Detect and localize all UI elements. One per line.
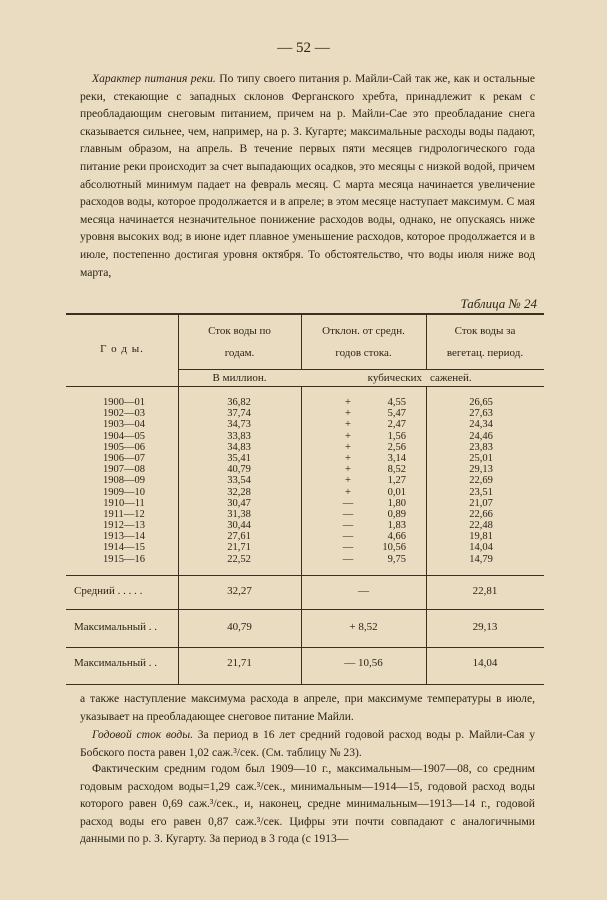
table-row-vegetation: 22,48	[469, 520, 493, 532]
summary-label-min: Максимальный . .	[74, 657, 158, 669]
table-row-vegetation: 24,46	[469, 430, 493, 442]
sign-column	[341, 397, 355, 565]
summary-label-mean: Средний . . . . .	[74, 585, 143, 597]
units-mid: кубических	[367, 372, 422, 384]
table-row-year: 1909—10	[103, 486, 145, 498]
table-row-year: 1902—03	[103, 408, 145, 420]
table-row-sign: +	[345, 464, 351, 476]
table-row-deviation: 10,56	[382, 542, 406, 554]
table-row-deviation: 4,66	[387, 531, 406, 543]
table-row-year: 1903—04	[103, 419, 145, 431]
summary-flow-mean: 32,27	[227, 585, 252, 597]
table-row-sign: —	[342, 520, 354, 532]
table-row-vegetation: 19,81	[469, 531, 493, 543]
summary-flow-min: 21,71	[227, 657, 252, 669]
table-caption: Таблица № 24	[460, 296, 537, 311]
table-row-flow: 31,38	[227, 508, 251, 520]
table-row-sign: +	[345, 475, 351, 487]
intro-heading: Характер питания реки.	[92, 72, 216, 85]
table-row-year: 1905—06	[103, 441, 145, 453]
table-row-deviation: 2,56	[387, 441, 406, 453]
table-row-deviation: 1,80	[387, 497, 406, 509]
table-row-deviation: 3,14	[387, 452, 406, 464]
table-row-vegetation: 14,79	[469, 553, 493, 565]
table-row-year: 1913—14	[103, 531, 145, 543]
table-row-flow: 33,83	[227, 430, 251, 442]
header-flow-line1: Сток воды по	[208, 325, 271, 337]
header-vegetation-line1: Сток воды за	[454, 325, 516, 337]
table-row-vegetation: 23,51	[469, 486, 493, 498]
table-row-deviation: 4,55	[387, 397, 406, 408]
table-row-sign: +	[345, 486, 351, 498]
table-row-vegetation: 26,65	[469, 397, 493, 408]
intro-paragraph	[80, 70, 535, 284]
table-row-sign: +	[345, 419, 351, 431]
summary-vegetation-mean: 22,81	[472, 585, 498, 597]
table-row-sign: —	[342, 553, 354, 565]
header-deviation-line1: Отклон. от средн.	[322, 325, 405, 337]
table-row-deviation: 1,83	[387, 520, 406, 532]
table-row-deviation: 8,52	[387, 464, 406, 476]
header-deviation-line2: годов стока.	[335, 347, 392, 359]
table-row-year: 1906—07	[103, 452, 145, 464]
table-row-vegetation: 25,01	[469, 452, 493, 464]
table-row-vegetation: 29,13	[469, 464, 493, 476]
table-row-flow: 34,83	[227, 441, 251, 453]
table-row-vegetation: 27,63	[469, 408, 493, 420]
table-row-deviation: 1,27	[387, 475, 406, 487]
summary-vegetation-max: 29,13	[472, 621, 498, 633]
table-row-sign: +	[345, 452, 351, 464]
table-row-year: 1900—01	[103, 397, 145, 408]
table-row-year: 1908—09	[103, 475, 145, 487]
table-row-sign: +	[345, 408, 351, 420]
deviation-column	[356, 397, 406, 565]
table-row-deviation: 5,47	[387, 408, 406, 420]
table-row-flow: 40,79	[227, 464, 251, 476]
table-row-flow: 30,47	[227, 497, 251, 509]
table-row-deviation: 2,47	[387, 419, 406, 431]
table-row-year: 1914—15	[103, 542, 145, 554]
flow-table	[66, 313, 544, 685]
table-row-sign: +	[345, 441, 351, 453]
summary-flow-max: 40,79	[227, 621, 252, 633]
table-row-year: 1910—11	[103, 497, 145, 509]
annual-flow-heading: Годовой сток воды.	[92, 728, 194, 741]
table-row-sign: —	[342, 542, 354, 554]
header-flow-line2: годам.	[224, 347, 255, 359]
table-row-flow: 27,61	[227, 531, 251, 543]
table-row-flow: 22,52	[227, 553, 251, 565]
table-row-year: 1911—12	[103, 508, 145, 520]
after-table-paragraph: а также наступление максимума расхода в апреле, при максимуме температуры в июле, указывает на преобладающее снеговое питание Майли.	[80, 692, 535, 723]
header-years: Г о д ы.	[100, 343, 144, 355]
table-row-year: 1912—13	[103, 520, 145, 532]
table-row-vegetation: 22,66	[469, 508, 493, 520]
table-row-flow: 36,82	[227, 397, 251, 408]
table-row-deviation: 9,75	[387, 553, 406, 565]
table-row-flow: 34,73	[227, 419, 251, 431]
table-row-year: 1904—05	[103, 430, 145, 442]
table-row-sign: —	[342, 497, 354, 509]
table-row-flow: 21,71	[227, 542, 251, 554]
table-row-vegetation: 23,83	[469, 441, 493, 453]
table-row-sign: +	[345, 397, 351, 408]
header-vegetation-line2: вегетац. период.	[446, 347, 524, 359]
flow-column	[194, 397, 284, 565]
summary-vegetation-min: 14,04	[472, 657, 498, 669]
table-row-vegetation: 22,69	[469, 475, 493, 487]
table-row-sign: +	[345, 430, 351, 442]
table-row-flow: 32,28	[227, 486, 251, 498]
summary-deviation-mean: —	[358, 585, 369, 597]
summary-deviation-max: + 8,52	[349, 621, 378, 633]
table-row-deviation: 1,56	[387, 430, 406, 442]
table-row-vegetation: 14,04	[469, 542, 493, 554]
units-right: саженей.	[430, 372, 472, 384]
table-row-vegetation: 24,34	[469, 419, 493, 431]
table-row-flow: 33,54	[227, 475, 251, 487]
table-row-sign: —	[342, 508, 354, 520]
summary-label-max: Максимальный . .	[74, 621, 158, 633]
annual-flow-paragraph	[80, 726, 535, 761]
intro-text: По типу своего питания р. Майли-Сай так же, как и остальные реки, стекающие с западных склонов Ферганского хребта, принадлежит к рекам с преобладающим снеговым питанием, причем на р. Майли-Сае это преобладание снега сказывается сильнее, чем, например, на р. З. Кугарте; максимальные расходы воды падают, главным образом, на апрель. В течение первых пяти месяцев гидрологического года питание реки происходит за счет выпадающих осадков, это месяцы с низкой водой, причем абсолютный минимум падает на февраль месяц. С марта месяца начинается увеличение расходов воды, которое продолжается и в апреле; в этом месяце наступает максимум. С мая месяца начинается незначительное понижение расходов воды, однако, не опускаясь ниже уровня высоких вод; в июне идет плавное уменьшение расходов, которое продолжается и в июле, постепенно достигая уровня октября. То обстоятельство, что воды июля ниже вод марта,	[80, 72, 535, 279]
annual-flow-text: За период в 16 лет средний годовой расход воды р. Майли-Сая у Бобского поста равен 1,02 саж.³/сек. (См. таблицу № 23).	[80, 728, 535, 759]
table-row-vegetation: 21,07	[469, 497, 493, 509]
table-row-deviation: 0,01	[387, 486, 406, 498]
page-number: — 52 —	[277, 40, 330, 56]
table-row-deviation: 0,89	[387, 508, 406, 520]
table-row-flow: 30,44	[227, 520, 251, 532]
table-row-flow: 37,74	[227, 408, 251, 420]
table-row-sign: —	[342, 531, 354, 543]
vegetation-column	[446, 397, 516, 565]
years-column	[84, 397, 164, 565]
summary-deviation-min: — 10,56	[344, 657, 383, 669]
table-row-flow: 35,41	[227, 452, 251, 464]
actual-years-paragraph: Фактическим средним годом был 1909—10 г., максимальным—1907—08, со средним годовым расходом воды=1,29 саж.³/сек., минимальным—1914—15, годовой расход воды которого равен 0,69 саж.³/сек., и, наконец, средне минимальным—1913—14 г., годовой расход воды его равен 0,87 саж.³/сек. Цифры эти почти совпадают с аналогичными данными по р. З. Кугарту. За период в 3 года (с 1913—	[80, 762, 535, 846]
table-row-year: 1915—16	[103, 553, 145, 565]
table-row-year: 1907—08	[103, 464, 145, 476]
units-left: В миллион.	[212, 372, 267, 384]
